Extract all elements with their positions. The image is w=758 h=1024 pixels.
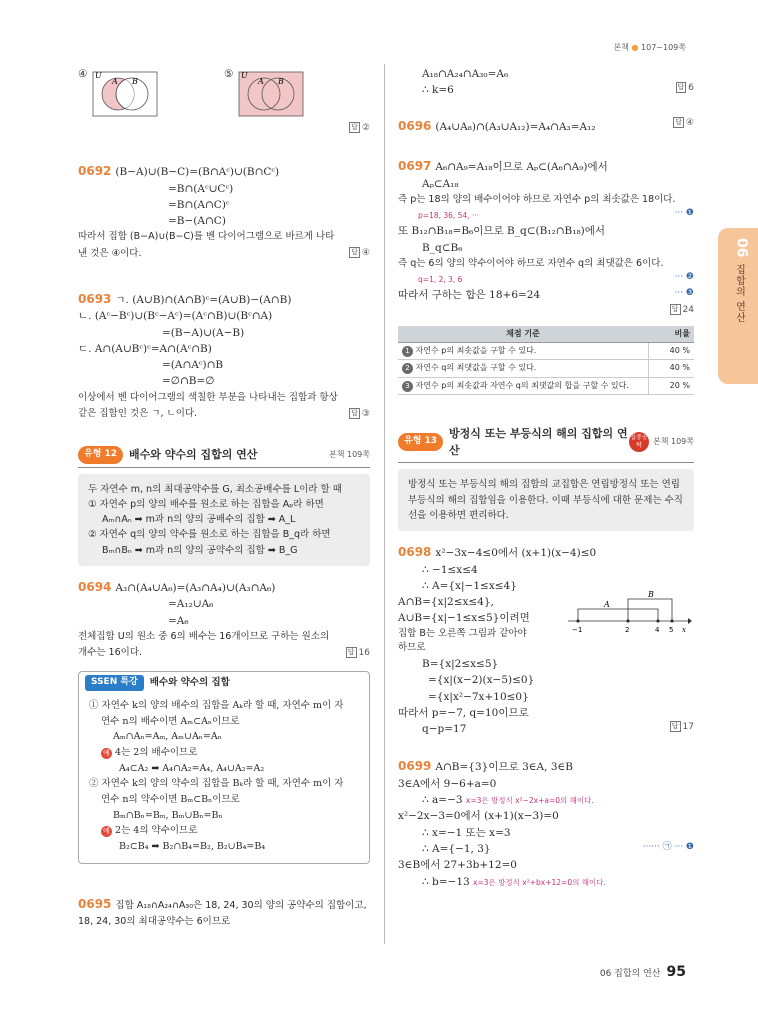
problem-0692: 0692 (B−A)∪(B−C)=(B∩Aᶜ)∪(B∩Cᶜ) =B∩(Aᶜ∪Cᶜ) =B∩(A∩C)ᶜ =B−(A∩C) 따라서 집합 (B−A)∪(B−C)를 벤 다이어그램으로 바르게 나타낸 것은 ④이다. 답 ④ [78,162,370,262]
step-mark: ··· ❸ [674,288,694,299]
option-4-label: ④ [78,68,88,80]
ssen-title: 배수와 약수의 집합 [149,676,230,688]
focus-tag: 집중공략 [629,432,649,452]
answer-tag: 답 17 [671,722,694,733]
ratio-header: 비율 [648,326,694,343]
type-summary-box: 방정식 또는 부등식의 해의 집합의 교집합은 연립방정식 또는 연립부등식의 해의 집합임을 이용한다. 이때 부등식에 대한 문제는 수직선을 이용하면 편리하다. [398,469,694,531]
universal-set-label: U [241,71,248,80]
problem-0697: 0697 A₆∩A₉=A₁₈이므로 Aₚ⊂(A₆∩A₉)에서 Aₚ⊂A₁₈ 즉 p는 18의 양의 배수이어야 하므로 자연수 p의 최솟값은 18이다. p=18, 36, 54, ··· ··· ❶ 또 B₁₂∩B₁₈=B₆이므로 B_q⊂(B₁₂∩B₁₈)에서 B_q⊂B₆ 즉 q는 6의 양의 약수이어야 하므로 자연수 q의 최댓값은 6이다. q=1, 2, 3, 6 ··· ❷ 따라서 구하는 합은 18+6=24 ··· ❸ 답 24 채점 기준 비율 1 자연수 p의 최솟값을 구할 수 있다. 40 % 2 자연수 q의 최댓값을 구할 수 있다. 40 % 3 자연수 p의 최솟값과 자연수 q의 최댓값의 합을 구할 수 있다. 20 % [398,157,694,395]
venn-options [78,66,370,122]
axis-x-label: x [682,625,686,634]
answer-tag: 답 24 [671,304,694,315]
example-badge: 예 [101,826,112,837]
problem-number: 0699 [398,759,432,774]
tick-label: 4 [655,625,660,634]
scoring-header: 채점 기준 [398,326,648,343]
step-mark: ··· ❶ [674,208,694,219]
chapter-side-tab [718,228,758,384]
problem-0693: 0693 ㄱ. (A∪B)∩(A∩B)ᶜ=(A∪B)−(A∩B) ㄴ. (Aᶜ−Bᶜ)∪(Bᶜ−Aᶜ)=(Aᶜ∩B)∪(Bᶜ∩A) =(B−A)∪(A−B) ㄷ. A∩(A∪Bᶜ)ᶜ=A∩(Aᶜ∩B) =(A∩Aᶜ)∩B =∅∩B=∅ 이상에서 벤 다이어그램의 색칠한 부분을 나타내는 집합과 항상 같은 집합인 것은 ㄱ, ㄴ이다. 답 ③ [78,290,370,422]
problem-0698: 0698 x²−3x−4≤0에서 (x+1)(x−4)≤0 ∴ −1≤x≤4 ∴ A={x|−1≤x≤4} A∩B={x|2≤x≤4}, A∪B={x|−1≤x≤5}이려면 집합 B는 오른쪽 그림과 같아야 하므로 B={x|2≤x≤5} ={x|(x−2)(x−5)≤0} ={x|x²−7x+10≤0} 따라서 p=−7, q=10이므로 q−p=17 답 17 A B −1 2 4 5 x [398,544,694,736]
page-header: 본책 ● 107~109쪽 [613,43,686,52]
set-a-label: A [258,77,264,86]
problem-number: 0696 [398,118,432,133]
right-column [398,66,694,890]
type-12-section [78,446,370,566]
problem-number: 0698 [398,544,432,559]
chapter-number: 06 [733,238,750,258]
type-13-section [398,425,694,531]
problem-0695-continued: A₁₈∩A₂₄∩A₃₀=A₆ ∴ k=6 답 6 [422,68,694,97]
problem-number: 0692 [78,164,112,178]
ssen-badge: SSEN 특강 [85,675,144,691]
axis-label-a: A [604,599,610,609]
answer-tag: 답 16 [347,647,370,658]
axis-label-b: B [648,589,654,599]
chapter-label: 집합의 연산 [733,264,745,324]
step-mark: ··· ❷ [674,272,694,283]
annotation-note: x=3은 방정식 x²−2x+a=0의 해이다. [465,796,594,806]
tick-label: 5 [669,625,674,634]
type-summary-box: 두 자연수 m, n의 최대공약수를 G, 최소공배수를 L이라 할 때 ① 자연수 p의 양의 배수를 원소로 하는 집합을 Aₚ라 하면 Aₘ∩Aₙ ➡ m과 n의 양의 공배수의 집합 ➡ A_L ② 자연수 q의 양의 약수를 원소로 하는 집합을 B_q라 하면 Bₘ∩Bₙ ➡ m과 n의 양의 공약수의 집합 ➡ B_G [78,474,370,566]
annotation-note: q=1, 2, 3, 6 [418,275,463,285]
footer-label: 06 집합의 연산 [599,969,661,980]
tick-label: −1 [572,625,583,634]
answer-tag: 답 ③ [351,408,370,419]
example-badge: 예 [101,748,112,759]
tick-label: 2 [625,625,630,634]
page-number: 95 [666,964,686,981]
answer-tag: 답 ② [351,123,370,133]
problem-number: 0695 [78,896,112,911]
annotation-note: p=18, 36, 54, ··· [418,211,480,221]
left-column [78,66,370,930]
problem-number: 0693 [78,291,112,306]
page-footer [600,962,686,984]
problem-number: 0694 [78,579,112,594]
annotation-note: x=3은 방정식 x²+bx+12=0의 해이다. [473,877,606,887]
universal-set-label: U [95,71,102,80]
type-badge: 유형 12 [78,446,123,464]
problem-0699: 0699 A∩B={3}이므로 3∈A, 3∈B 3∈A에서 9−6+a=0 ∴ a=−3 x=3은 방정식 x²−2x+a=0의 해이다. x²−2x−3=0에서 (x+1)(x−3)=0 ∴ x=−1 또는 x=3 ∴ A={−1, 3} ······ ㉠ ··· ❶ 3∈B에서 27+3b+12=0 ∴ b=−13 x=3은 방정식 x²+bx+12=0의 해이다. [398,759,694,888]
set-b-label: B [278,77,284,86]
answer-tag: 답 6 [677,83,694,94]
ssen-lecture-box: SSEN 특강 배수와 약수의 집합 ① 자연수 k의 양의 배수의 집합을 Aₖ라 할 때, 자연수 m이 자 연수 n의 배수이면 Aₘ⊂Aₙ이므로 Aₘ∩Aₙ=Aₘ, Aₘ∪Aₙ=Aₙ 예 4는 2의 배수이므로 A₄⊂A₂ ➡ A₄∩A₂=A₄, A₄∪A₂=A₂ ② 자연수 k의 양의 약수의 집합을 Bₖ라 할 때, 자연수 m이 자 연수 n의 약수이면 Bₘ⊂Bₙ이므로 Bₘ∩Bₙ=Bₘ, Bₘ∪Bₙ=Bₙ 예 2는 4의 약수이므로 B₂⊂B₄ ➡ B₂∩B₄=B₂, B₂∪B₄=B₄ [78,671,370,864]
type-ref: 본책 109쪽 [653,437,694,447]
type-badge: 유형 13 [398,433,443,451]
table-row: 3 자연수 p의 최솟값과 자연수 q의 최댓값의 합을 구할 수 있다. 20 % [398,377,694,394]
answer-tag: 답 ④ [675,117,694,128]
venn-diagram-4 [92,68,158,118]
venn-diagram-5 [238,68,304,118]
type-title: 방정식 또는 부등식의 해의 집합의 연산 [449,427,628,458]
set-b-label: B [132,77,138,86]
column-divider [384,64,385,944]
problem-0694: 0694 A₃∩(A₄∪A₆)=(A₃∩A₄)∪(A₃∩A₆) =A₁₂∪A₆ =A₆ 전체집합 U의 원소 중 6의 배수는 16개이므로 구하는 원소의 개수는 16이다. 답 16 [78,578,370,661]
type-title: 배수와 약수의 집합의 연산 [129,448,258,462]
problem-0696: 0696 (A₄∪A₈)∩(A₃∪A₁₂)=A₄∩A₃=A₁₂ 답 ④ [398,117,694,133]
set-a-label: A [112,77,118,86]
option-5-label: ⑤ [224,68,234,80]
answer-tag: 답 ④ [351,248,370,259]
table-row: 1 자연수 p의 최솟값을 구할 수 있다. 40 % [398,343,694,360]
type-ref: 본책 109쪽 [329,449,370,459]
scoring-table [398,326,694,396]
problem-number: 0697 [398,159,432,174]
problem-0695: 0695 집합 A₁₈∩A₂₄∩A₃₀은 18, 24, 30의 양의 공약수의 집합이고, 18, 24, 30의 최대공약수는 6이므로 [78,896,367,928]
table-row: 2 자연수 q의 최댓값을 구할 수 있다. 40 % [398,360,694,377]
step-mark: ······ ㉠ ··· ❶ [642,841,694,852]
number-line-diagram [564,587,694,635]
